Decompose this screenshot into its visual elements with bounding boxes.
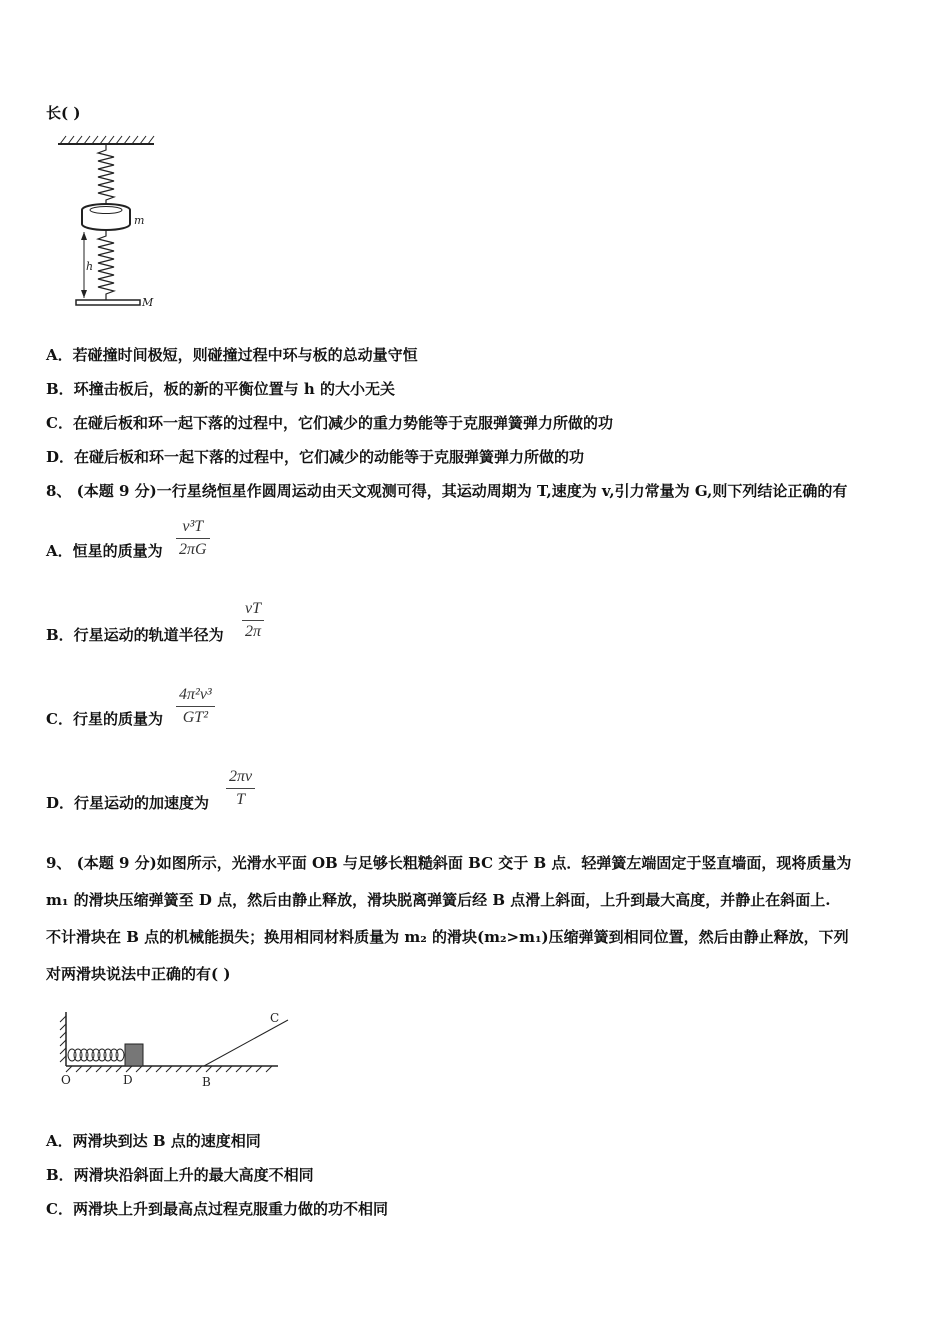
q9-stem-line-1: 9、 (本题 9 分)如图所示，光滑水平面 OB 与足够长粗糙斜面 BC 交于 B 点．轻弹簧左端固定于竖直墙面，现将质量为 <box>46 854 852 872</box>
label-d: D <box>123 1073 133 1087</box>
q7-option-c: C．在碰后板和环一起下落的过程中，它们减少的重力势能等于克服弹簧弹力所做的功 <box>46 414 613 432</box>
q8-option-d-fraction: 2πv T <box>226 766 255 811</box>
q7-option-a: A．若碰撞时间极短，则碰撞过程中环与板的总动量守恒 <box>46 346 418 364</box>
q9-stem-line-4: 对两滑块说法中正确的有( ) <box>46 965 231 983</box>
slider-block <box>125 1044 143 1066</box>
q8-option-b-fraction: vT 2π <box>242 598 264 643</box>
q9-option-b: B．两滑块沿斜面上升的最大高度不相同 <box>46 1166 314 1184</box>
q7-option-b: B．环撞击板后，板的新的平衡位置与 h 的大小无关 <box>46 380 396 398</box>
incline <box>204 1020 288 1066</box>
spring-ring-figure <box>44 132 184 314</box>
lower-spring <box>98 230 114 300</box>
q9-stem-line-2: m₁ 的滑块压缩弹簧至 D 点，然后由静止释放，滑块脱离弹簧后经 B 点滑上斜面，上升到最大高度，并静止在斜面上. <box>46 891 831 909</box>
label-o: O <box>61 1073 71 1087</box>
q9-option-c: C．两滑块上升到最高点过程克服重力做的功不相同 <box>46 1200 388 1218</box>
coil-spring <box>68 1049 124 1061</box>
q8-option-c-fraction: 4π²v³ GT² <box>176 684 215 729</box>
label-b: B <box>202 1075 211 1089</box>
plate <box>76 300 140 305</box>
q9-option-a: A．两滑块到达 B 点的速度相同 <box>46 1132 261 1150</box>
q8-option-a-fraction: v³T 2πG <box>176 516 210 561</box>
q8-option-b-label: B．行星运动的轨道半径为 <box>46 626 224 644</box>
q8-option-c-label: C．行星的质量为 <box>46 710 163 728</box>
slope-spring-figure <box>56 1006 296 1090</box>
label-c: C <box>270 1011 280 1025</box>
q7-stem-tail: 长( ) <box>46 104 81 122</box>
q8-option-a-label: A．恒星的质量为 <box>46 542 163 560</box>
height-label: h <box>86 260 94 273</box>
q8-option-d-label: D．行星运动的加速度为 <box>46 794 210 812</box>
q7-option-d: D．在碰后板和环一起下落的过程中，它们减少的动能等于克服弹簧弹力所做的功 <box>46 448 585 466</box>
plate-label: M <box>142 296 154 309</box>
mass-label: m <box>134 214 145 227</box>
q8-stem: 8、 (本题 9 分)一行星绕恒星作圆周运动由天文观测可得，其运动周期为 T,速度为 v,引力常量为 G,则下列结论正确的有 <box>46 482 848 500</box>
q9-stem-line-3: 不计滑块在 B 点的机械能损失；换用相同材料质量为 m₂ 的滑块(m₂>m₁)压缩弹簧到相同位置，然后由静止释放，下列 <box>46 928 849 946</box>
upper-spring <box>98 144 114 206</box>
